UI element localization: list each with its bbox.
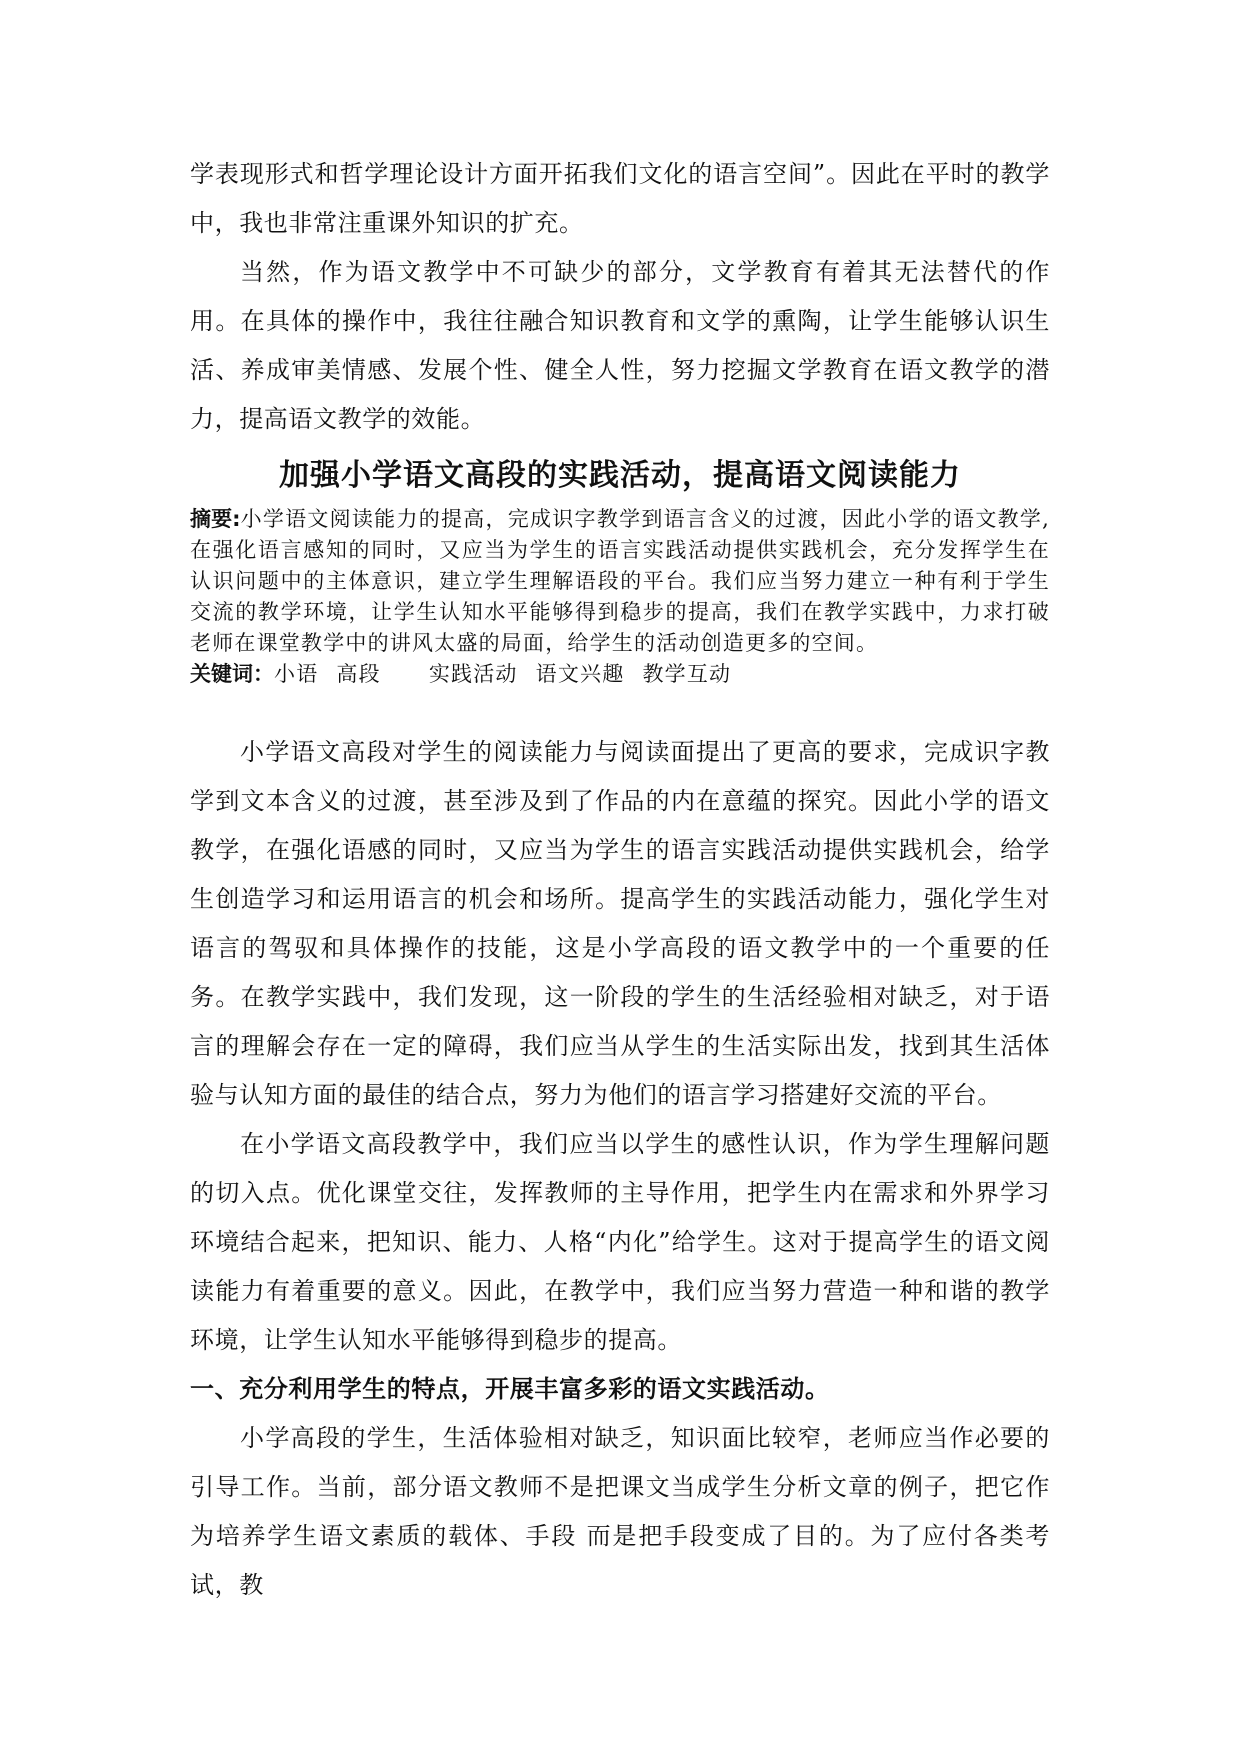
body-paragraph-1: 小学语文高段对学生的阅读能力与阅读面提出了更高的要求，完成识字教学到文本含义的过渡，甚至涉及到了作品的内在意蕴的探究。因此小学的语文教学，在强化语感的同时，又应当为学生的语言实践活动提供实践机会，给学生创造学习和运用语言的机会和场所。提高学生的实践活动能力，强化学生对语言的驾驭和具体操作的技能，这是小学高段的语文教学中的一个重要的任务。在教学实践中，我们发现，这一阶段的学生的生活经验相对缺乏，对于语言的理解会存在一定的障碍，我们应当从学生的生活实际出发，找到其生活体验与认知方面的最佳的结合点，努力为他们的语言学习搭建好交流的平台。 — [190, 738, 1050, 1109]
abstract-label: 摘要: — [190, 507, 241, 531]
abstract — [190, 504, 1050, 659]
keyword: 实践活动 — [428, 662, 518, 686]
intro-paragraph-2: 当然，作为语文教学中不可缺少的部分，文学教育有着其无法替代的作用。在具体的操作中，我往往融合知识教育和文学的熏陶，让学生能够认识生活、养成审美情感、发展个性、健全人性，努力挖掘文学教育在语文教学的潜力，提高语文教学的效能。 — [190, 258, 1050, 433]
section-paragraph: 小学高段的学生，生活体验相对缺乏，知识面比较窄，老师应当作必要的引导工作。当前，部分语文教师不是把课文当成学生分析文章的例子，把它作为培养学生语文素质的载体、手段 而是把手段变成了目的。为了应付各类考试，教 — [190, 1424, 1050, 1599]
document-content — [190, 150, 1050, 1610]
keywords-label: 关键词： — [190, 662, 274, 686]
keyword: 小语 — [274, 662, 319, 686]
section-heading: 一、充分利用学生的特点，开展丰富多彩的语文实践活动。 — [190, 1375, 830, 1403]
article-title: 加强小学语文高段的实践活动，提高语文阅读能力 — [279, 458, 961, 493]
keyword: 高段 — [336, 662, 381, 686]
keyword: 教学互动 — [642, 662, 732, 686]
keyword: 语文兴趣 — [535, 662, 625, 686]
keywords — [190, 659, 1050, 690]
abstract-text: 小学语文阅读能力的提高，完成识字教学到语言含义的过渡，因此小学的语文教学,在强化语言感知的同时，又应当为学生的语言实践活动提供实践机会，充分发挥学生在认识问题中的主体意识，建立学生理解语段的平台。我们应当努力建立一种有利于学生交流的教学环境，让学生认知水平能够得到稳步的提高，我们在教学实践中，力求打破老师在课堂教学中的讲风太盛的局面，给学生的活动创造更多的空间。 — [190, 507, 1050, 655]
intro-paragraph-1: 学表现形式和哲学理论设计方面开拓我们文化的语言空间”。因此在平时的教学中，我也非常注重课外知识的扩充。 — [190, 160, 1050, 237]
body-paragraph-2: 在小学语文高段教学中，我们应当以学生的感性认识，作为学生理解问题的切入点。优化课堂交往，发挥教师的主导作用，把学生内在需求和外界学习环境结合起来，把知识、能力、人格“内化”给学生。这对于提高学生的语文阅读能力有着重要的意义。因此，在教学中，我们应当努力营造一种和谐的教学环境，让学生认知水平能够得到稳步的提高。 — [190, 1130, 1050, 1354]
